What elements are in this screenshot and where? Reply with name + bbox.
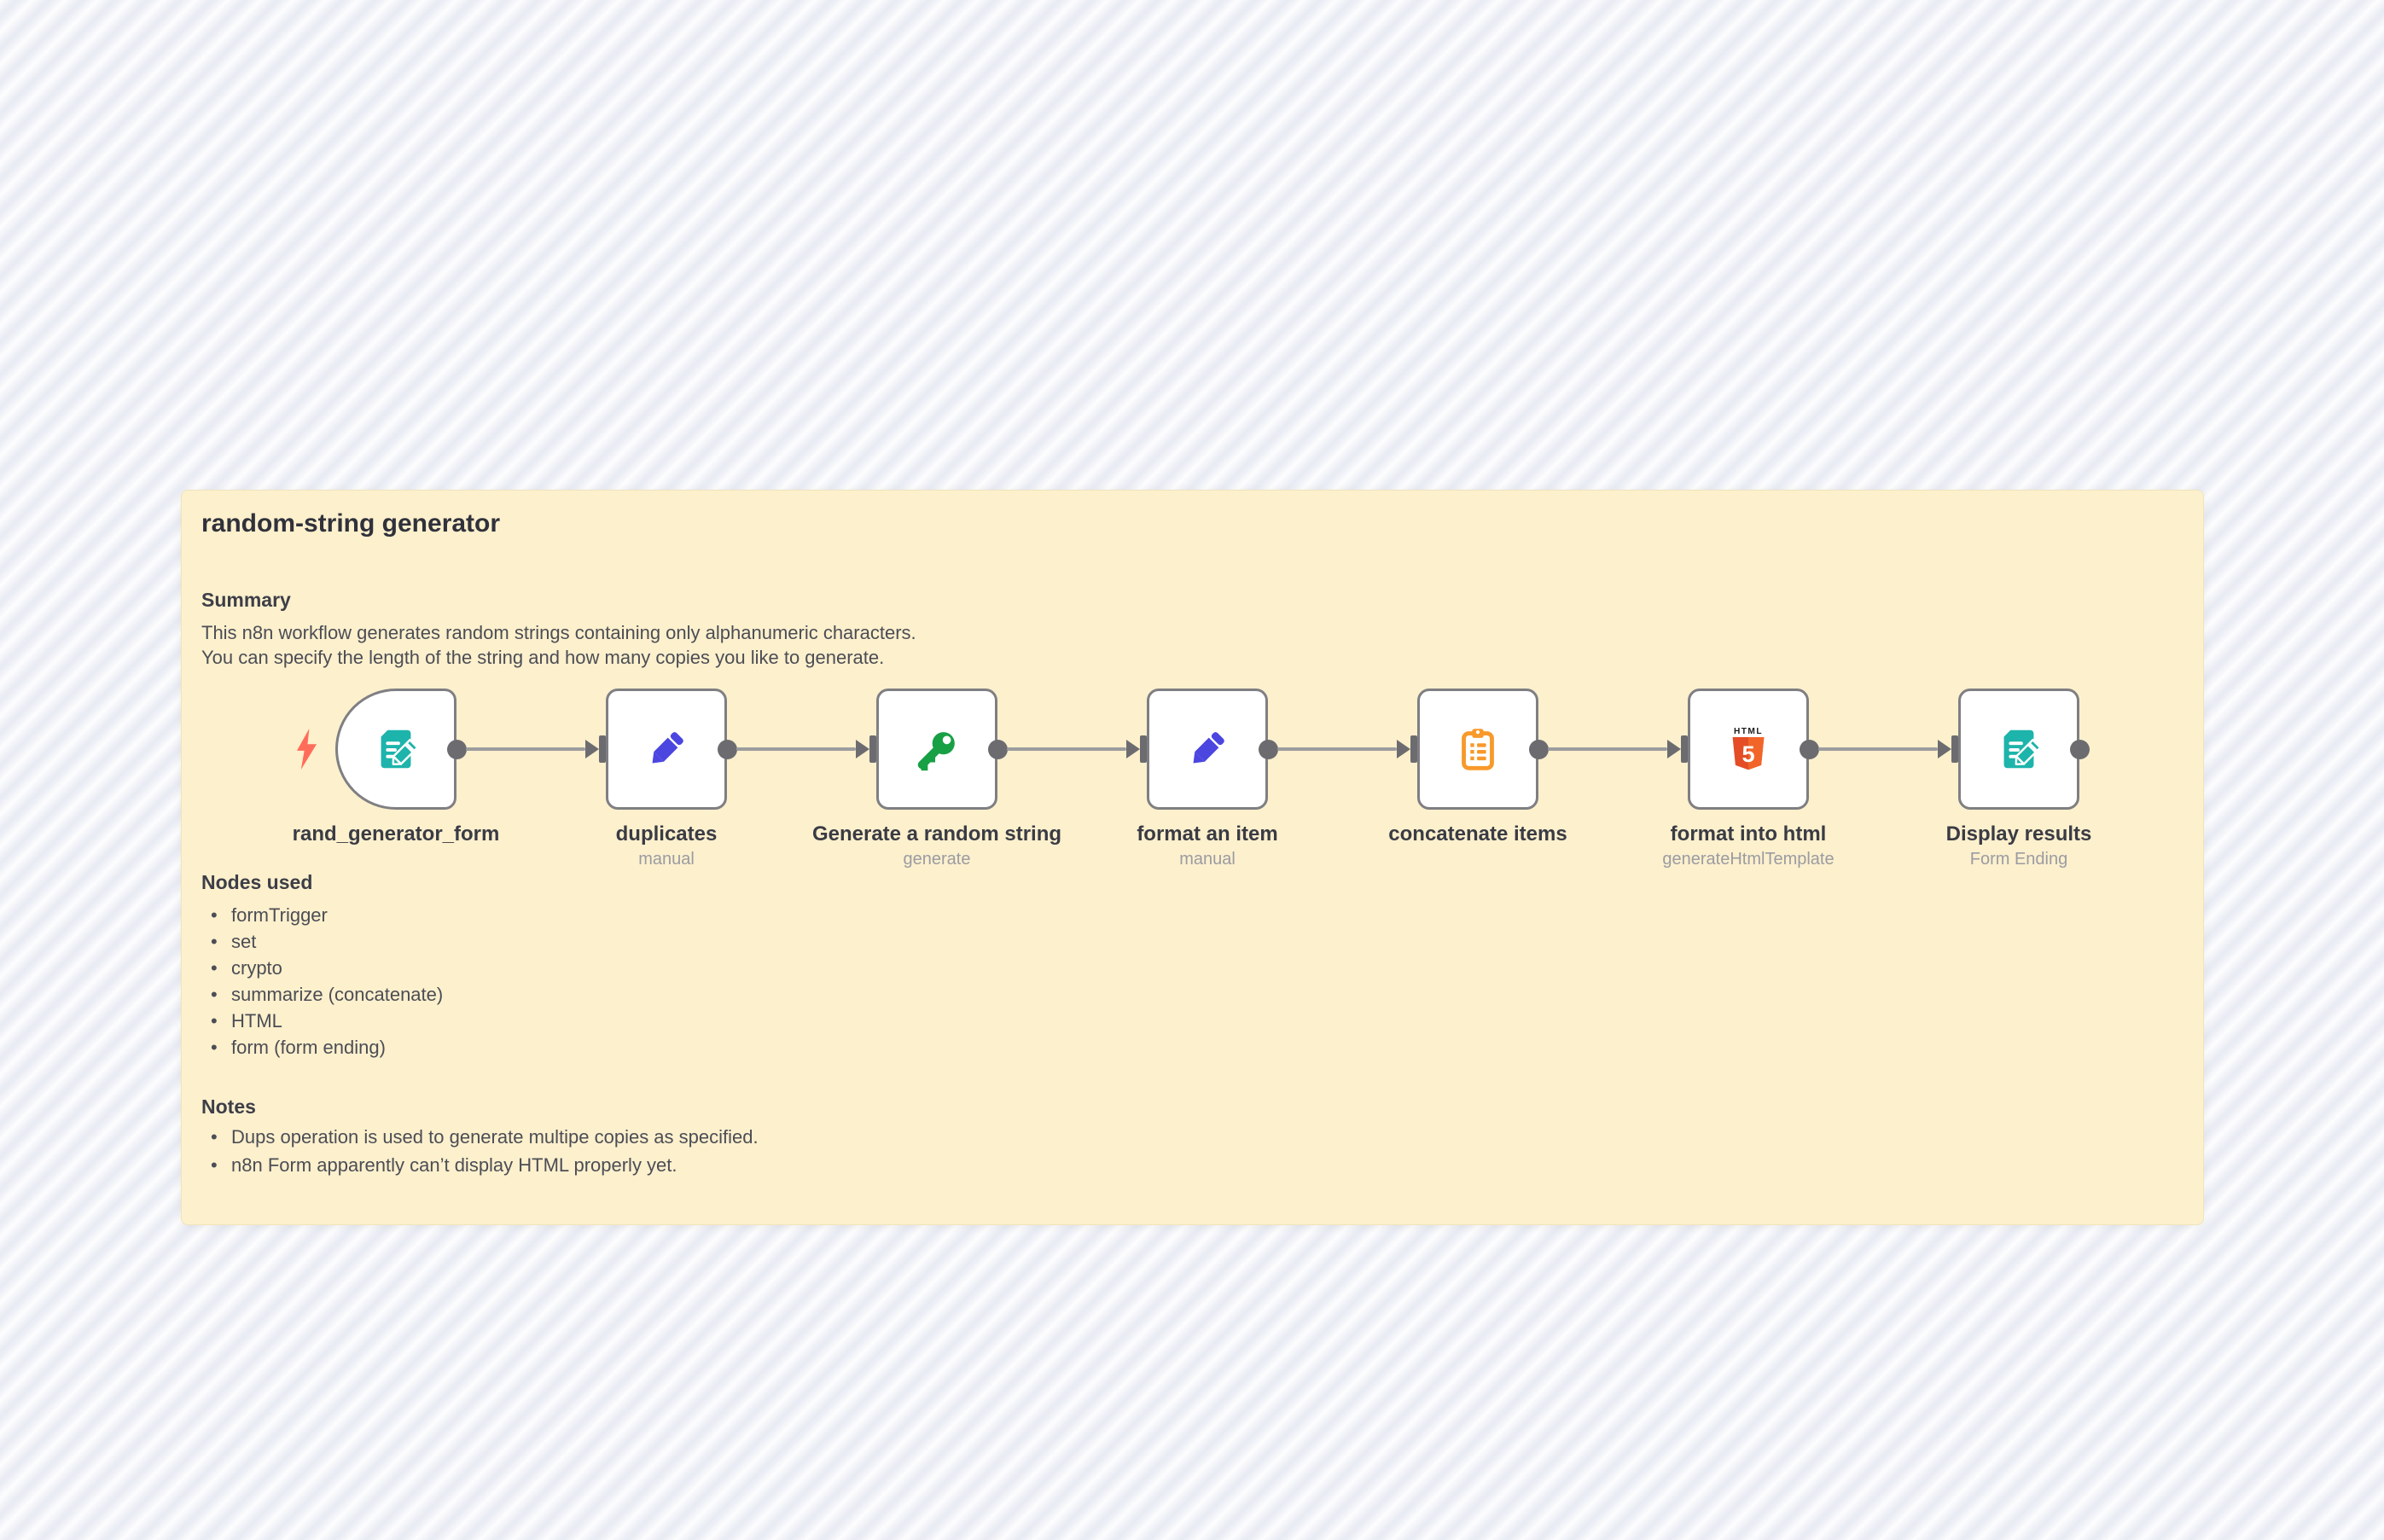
bullet-icon: • [211,1010,218,1032]
notes-item [209,1123,759,1151]
nodes-used-item-text: HTML [231,1010,282,1032]
node-format-an-item[interactable] [1147,689,1268,810]
input-port[interactable] [1951,735,1958,763]
node-label-concatenate-items: concatenate items [1388,822,1567,846]
nodes-used-item [209,981,443,1008]
input-arrow-icon [856,740,869,758]
notes-item-text: Dups operation is used to generate multipe copies as specified. [231,1126,759,1148]
node-format-into-html[interactable] [1688,689,1809,810]
node-label-duplicates: duplicates [615,822,718,846]
workflow-node-row [182,491,2203,1224]
nodes-used-item-text: crypto [231,957,282,979]
nodes-used-item [209,928,443,955]
node-rand-generator-form[interactable] [335,689,456,810]
node-label-format-into-html: format into html [1670,822,1827,846]
notes-item-text: n8n Form apparently can’t display HTML properly yet. [231,1154,677,1176]
form-icon [1992,723,2045,776]
bullet-icon: • [211,1126,218,1148]
node-label-display-results: Display results [1945,822,2092,846]
node-label-rand-generator-form: rand_generator_form [292,822,500,846]
node-subtitle-generate-a-random-string: generate [903,850,971,869]
bullet-icon: • [211,1154,218,1176]
output-connector-dot[interactable] [447,740,467,759]
node-display-results[interactable] [1958,689,2079,810]
node-duplicates[interactable] [606,689,727,810]
nodes-used-item [209,955,443,981]
notes-heading: Notes [201,1095,256,1118]
bullet-icon: • [211,984,218,1005]
input-port[interactable] [869,735,876,763]
lightning-icon [295,729,318,774]
pencil-icon [1181,723,1234,776]
sticky-note[interactable] [181,490,2204,1225]
input-arrow-icon [1667,740,1681,758]
nodes-used-heading: Nodes used [201,871,313,893]
key-icon [910,723,963,776]
output-connector-dot[interactable] [1259,740,1278,759]
note-title: random-string generator [201,509,501,538]
summary-line-2: You can specify the length of the string and how many copies you like to generate. [201,647,885,668]
summary-line-1: This n8n workflow generates random strings containing only alphanumeric characters. [201,622,916,643]
summary-heading: Summary [201,589,291,611]
connection-line[interactable] [1548,747,1667,751]
form-icon [369,723,422,776]
nodes-used-item-text: set [231,931,257,952]
pencil-icon [640,723,693,776]
node-subtitle-format-into-html: generateHtmlTemplate [1662,850,1835,869]
node-label-generate-a-random-string: Generate a random string [811,822,1062,846]
svg-text:HTML: HTML [1733,727,1764,737]
input-port[interactable] [1140,735,1147,763]
input-arrow-icon [1126,740,1140,758]
node-generate-a-random-string[interactable] [876,689,997,810]
node-label-format-an-item: format an item [1137,822,1278,846]
bullet-icon: • [211,1037,218,1058]
node-subtitle-duplicates: manual [638,850,695,869]
output-connector-dot[interactable] [988,740,1008,759]
bullet-icon: • [211,904,218,926]
node-subtitle-format-an-item: manual [1179,850,1236,869]
bullet-icon: • [211,957,218,979]
html5-icon [1722,723,1775,776]
input-port[interactable] [599,735,606,763]
output-connector-dot[interactable] [1529,740,1549,759]
connection-line[interactable] [1007,747,1126,751]
input-port[interactable] [1681,735,1688,763]
connection-line[interactable] [1818,747,1938,751]
input-port[interactable] [1410,735,1417,763]
nodes-used-item [209,902,443,928]
connection-line[interactable] [1277,747,1397,751]
connection-line[interactable] [736,747,856,751]
input-arrow-icon [1397,740,1410,758]
connection-line[interactable] [466,747,585,751]
node-concatenate-items[interactable] [1417,689,1538,810]
nodes-used-item [209,1034,443,1061]
notes-item [209,1151,759,1179]
nodes-used-item-text: summarize (concatenate) [231,984,444,1005]
clipboard-icon [1451,723,1504,776]
svg-text:5: 5 [1741,741,1755,768]
output-connector-dot[interactable] [1800,740,1819,759]
output-connector-dot[interactable] [718,740,737,759]
input-arrow-icon [585,740,599,758]
output-connector-dot[interactable] [2070,740,2090,759]
node-subtitle-display-results: Form Ending [1969,850,2068,869]
nodes-used-item-text: formTrigger [231,904,328,926]
nodes-used-item-text: form (form ending) [231,1037,386,1058]
bullet-icon: • [211,931,218,952]
input-arrow-icon [1938,740,1951,758]
notes-list [209,1123,759,1179]
nodes-used-list [209,902,443,1061]
nodes-used-item [209,1008,443,1034]
